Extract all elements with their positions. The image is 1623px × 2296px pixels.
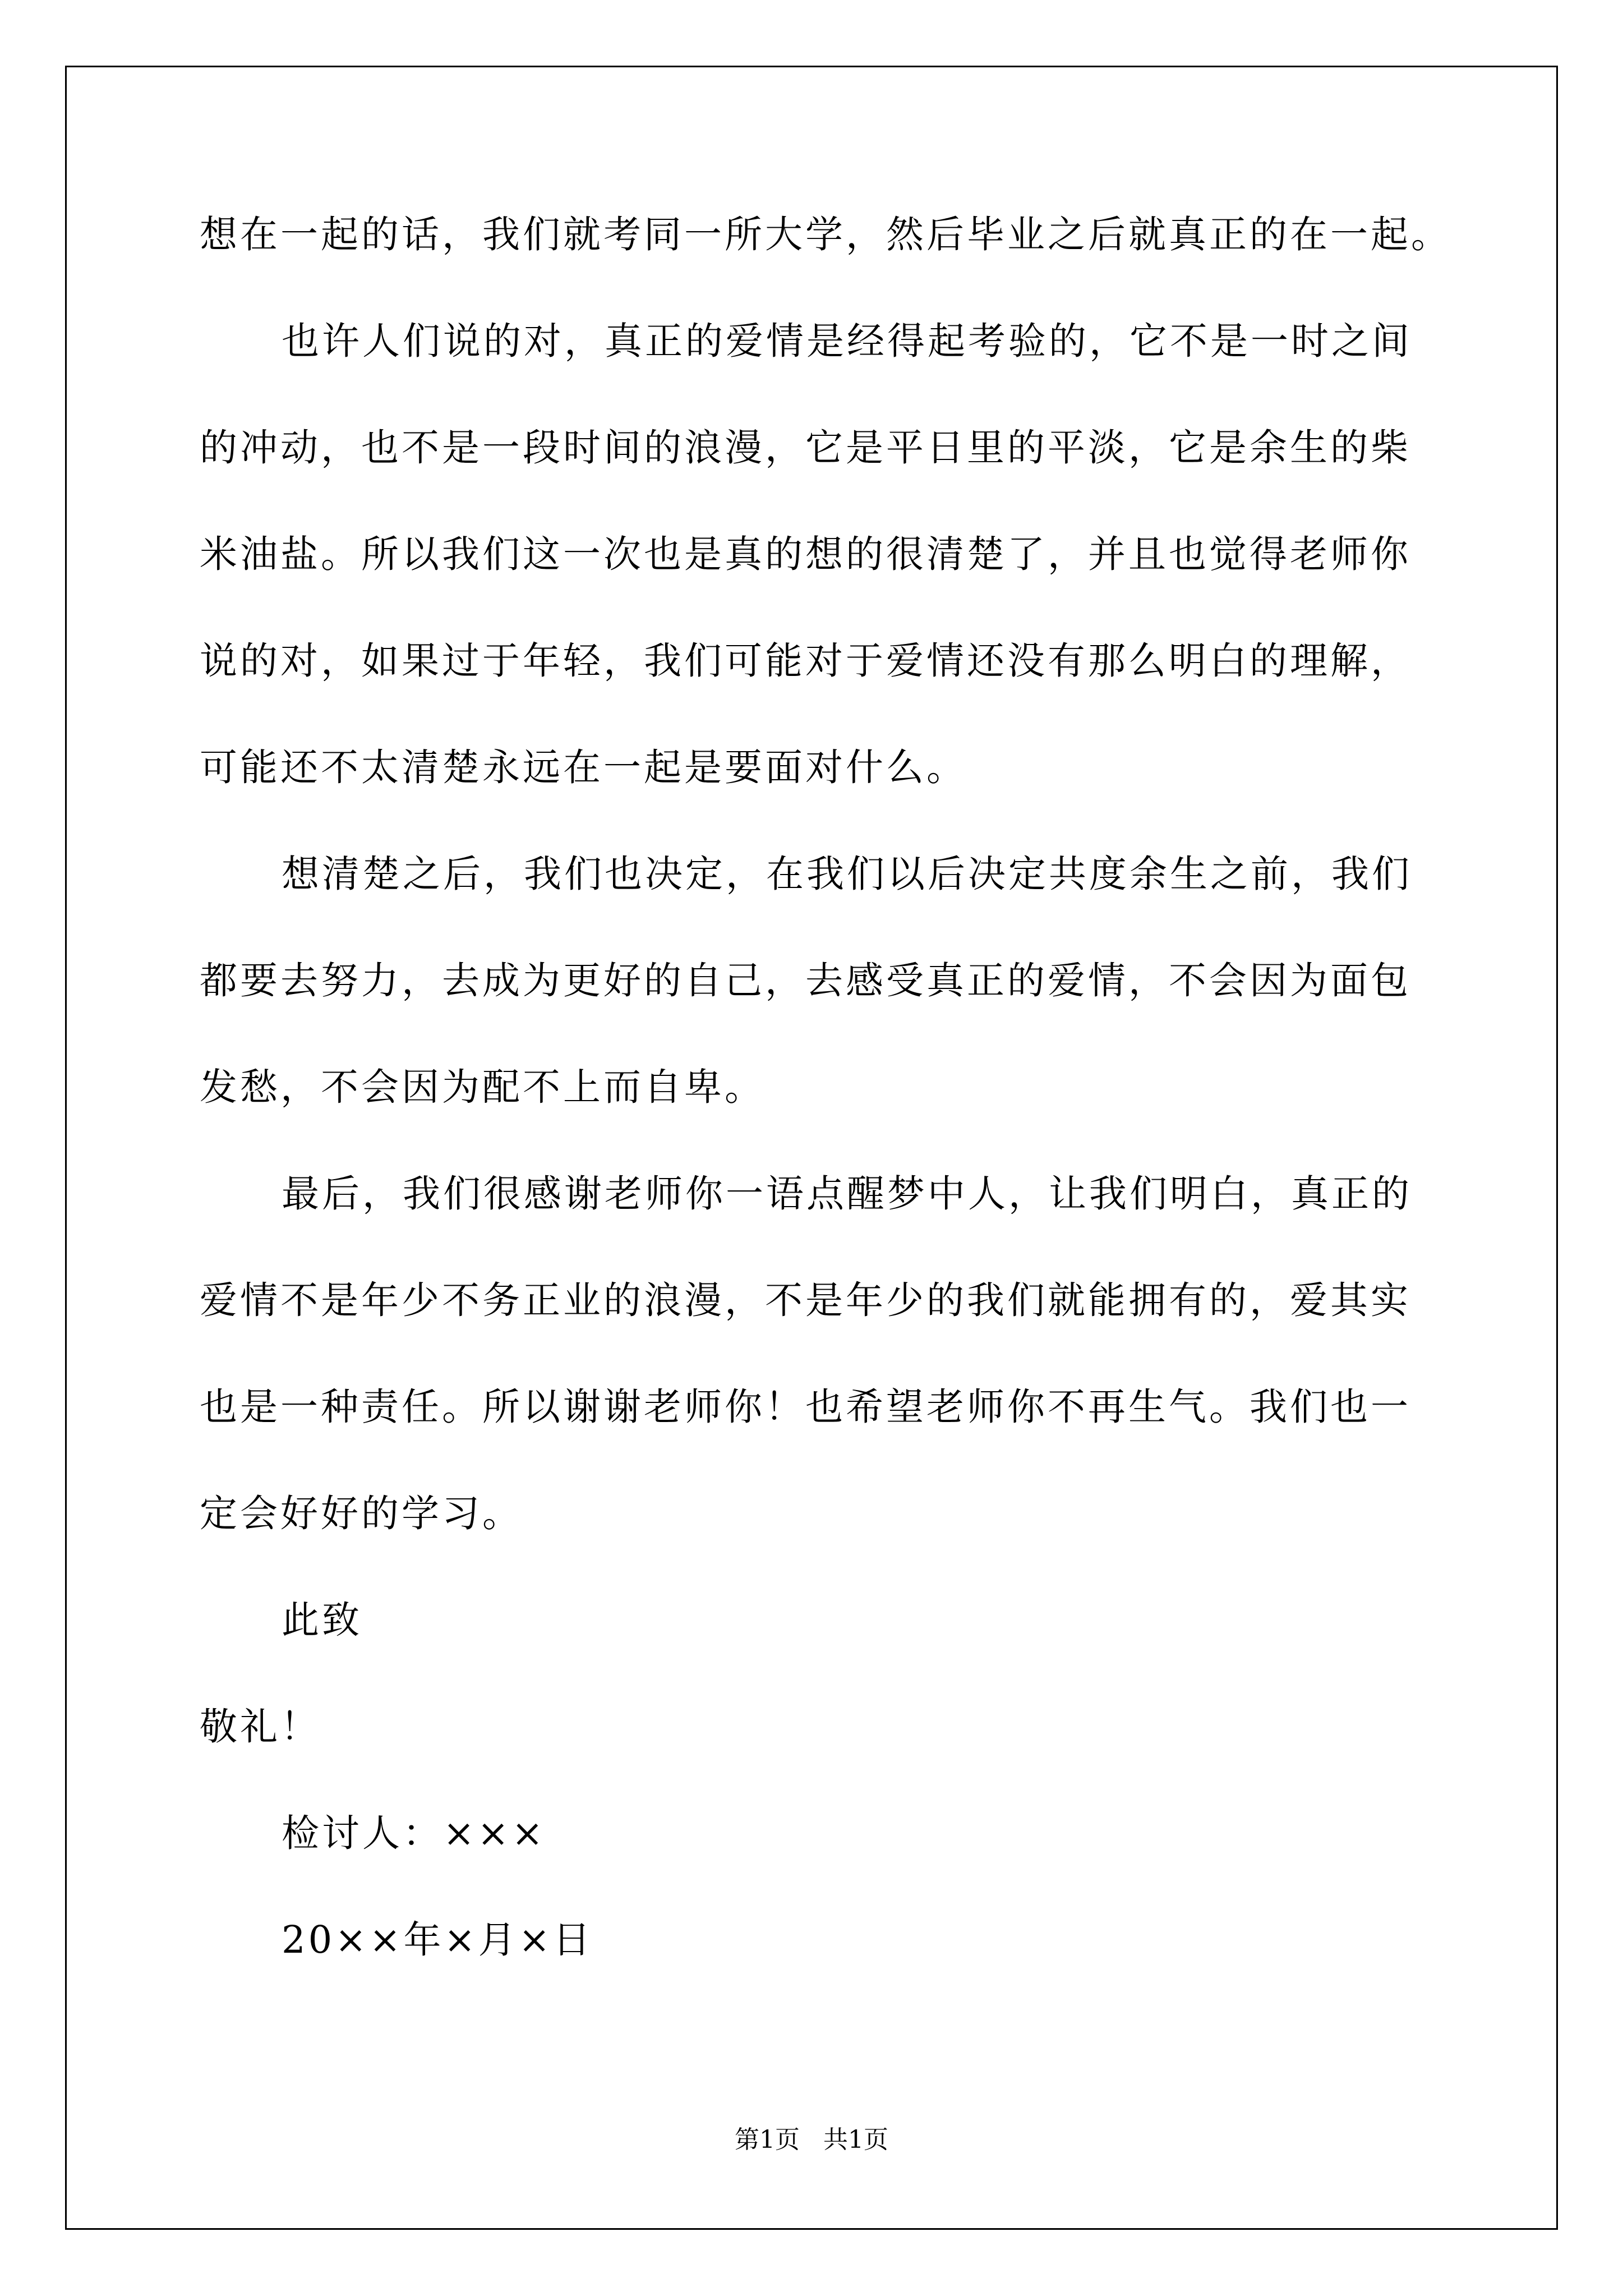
text-line: 爱情不是年少不务正业的浪漫，不是年少的我们就能拥有的，爱其实 [200,1278,1411,1322]
page-footer [0,2123,1623,2157]
page-total: 共1页 [823,2125,888,2154]
date-line: 20××年×月×日 [282,1918,593,1962]
text-line: 说的对，如果过于年轻，我们可能对于爱情还没有那么明白的理解， [200,639,1411,683]
text-line: 发愁，不会因为配不上而自卑。 [200,1065,765,1109]
text-line: 定会好好的学习。 [200,1492,523,1535]
text-line: 都要去努力，去成为更好的自己，去感受真正的爱情，不会因为面包 [200,959,1411,1002]
page-number: 第1页 [735,2125,800,2154]
closing-line: 此致 [282,1598,362,1642]
text-line: 也许人们说的对，真正的爱情是经得起考验的，它不是一时之间 [282,319,1412,363]
text-line: 想在一起的话，我们就考同一所大学，然后毕业之后就真正的在一起。 [200,213,1451,256]
text-line: 的冲动，也不是一段时间的浪漫，它是平日里的平淡，它是余生的柴 [200,426,1411,470]
text-line: 可能还不太清楚永远在一起是要面对什么。 [200,746,967,789]
text-line: 想清楚之后，我们也决定，在我们以后决定共度余生之前，我们 [282,852,1412,896]
page-border [65,66,1558,2230]
text-line: 米油盐。所以我们这一次也是真的想的很清楚了，并且也觉得老师你 [200,532,1411,576]
signature-line: 检讨人：××× [282,1811,546,1855]
text-line: 也是一种责任。所以谢谢老师你！也希望老师你不再生气。我们也一 [200,1385,1411,1429]
salutation-line: 敬礼！ [200,1705,321,1749]
text-line: 最后，我们很感谢老师你一语点醒梦中人，让我们明白，真正的 [282,1172,1412,1216]
